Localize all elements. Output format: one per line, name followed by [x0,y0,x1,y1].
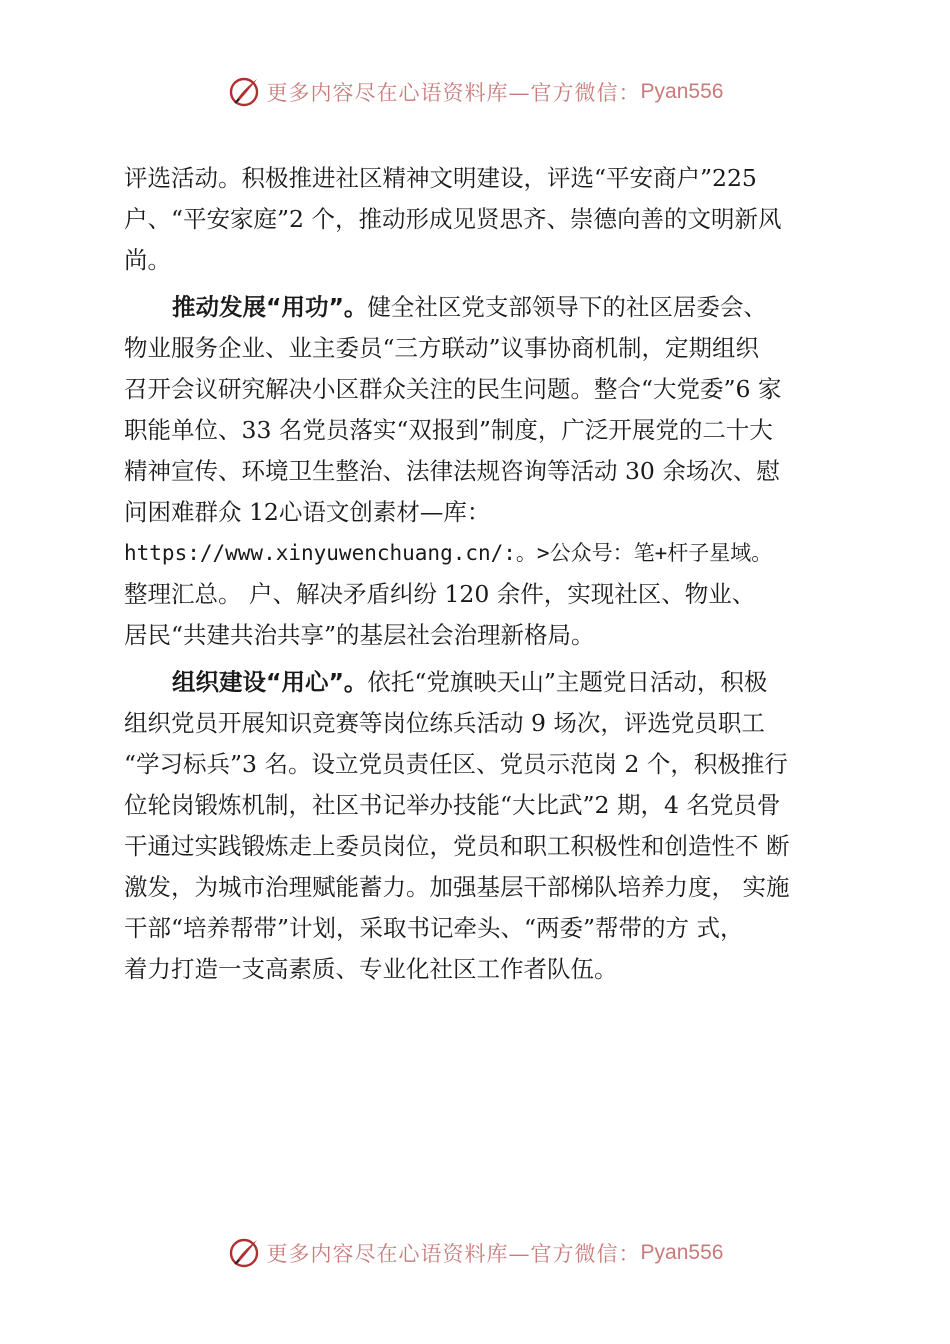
text-line: 精神宣传、环境卫生整治、法律法规咨询等活动 30 余场次、慰 [124,457,780,485]
paragraph-lead-heading: 推动发展“用功”。 [172,293,368,321]
text-line: 居民“共建共治共享”的基层社会治理新格局。 [124,621,595,649]
quill-pen-logo-icon [227,1236,261,1270]
text-line: 激发，为城市治理赋能蓄力。加强基层干部梯队培养力度， 实施 [124,873,790,901]
text-line: 评选活动。积极推进社区精神文明建设，评选“平安商户”225 [124,164,757,192]
paragraph-2 [124,287,832,656]
text-segment: 依托“党旗映天山”主题党日活动，积极 [367,668,768,696]
text-line: 物业服务企业、业主委员“三方联动”议事协商机制，定期组织 [124,334,760,362]
text-line: 问困难群众 12心语文创素材—库： [124,498,491,526]
text-line: 职能单位、33 名党员落实“双报到”制度，广泛开展党的二十大 [124,416,773,444]
text-line: 着力打造一支高素质、专业化社区工作者队伍。 [124,955,618,983]
text-line: 尚。 [124,246,171,274]
text-line: 位轮岗锻炼机制，社区书记举办技能“大比武”2 期，4 名党员骨 [124,791,781,819]
banner-text: 更多内容尽在心语资料库—官方微信： [266,81,641,105]
text-line: 召开会议研究解决小区群众关注的民生问题。整合“大党委”6 家 [124,375,782,403]
text-line [124,287,832,328]
text-line: 组织党员开展知识竞赛等岗位练兵活动 9 场次，评选党员职工 [124,709,765,737]
document-body [124,158,832,990]
paragraph-lead-heading: 组织建设“用心”。 [172,668,368,696]
header-watermark-banner [0,70,950,114]
text-line: 干部“培养帮带”计划，采取书记牵头、“两委”帮带的方 式， [124,914,744,942]
text-line: 干通过实践锻炼走上委员岗位，党员和职工积极性和创造性不 断 [124,832,790,860]
banner-contact: Pyan556 [640,1241,724,1264]
banner-contact: Pyan556 [640,80,724,103]
text-line: 整理汇总。 户、解决矛盾纠纷 120 余件，实现社区、物业、 [124,580,756,608]
text-line: “学习标兵”3 名。设立党员责任区、党员示范岗 2 个，积极推行 [124,750,788,778]
text-segment: 健全社区党支部领导下的社区居委会、 [367,293,767,321]
banner-text: 更多内容尽在心语资料库—官方微信： [266,1242,641,1266]
text-line: 户、“平安家庭”2 个，推动形成见贤思齐、崇德向善的文明新风 [124,205,782,233]
paragraph-3 [124,662,832,990]
paragraph-1 [124,158,832,281]
quill-pen-logo-icon [227,75,261,109]
text-line [124,662,832,703]
footer-watermark-banner [0,1231,950,1275]
url-text-line: https://www.xinyuwenchuang.cn/:。>公众号：笔+杆子星域。 [124,541,773,565]
